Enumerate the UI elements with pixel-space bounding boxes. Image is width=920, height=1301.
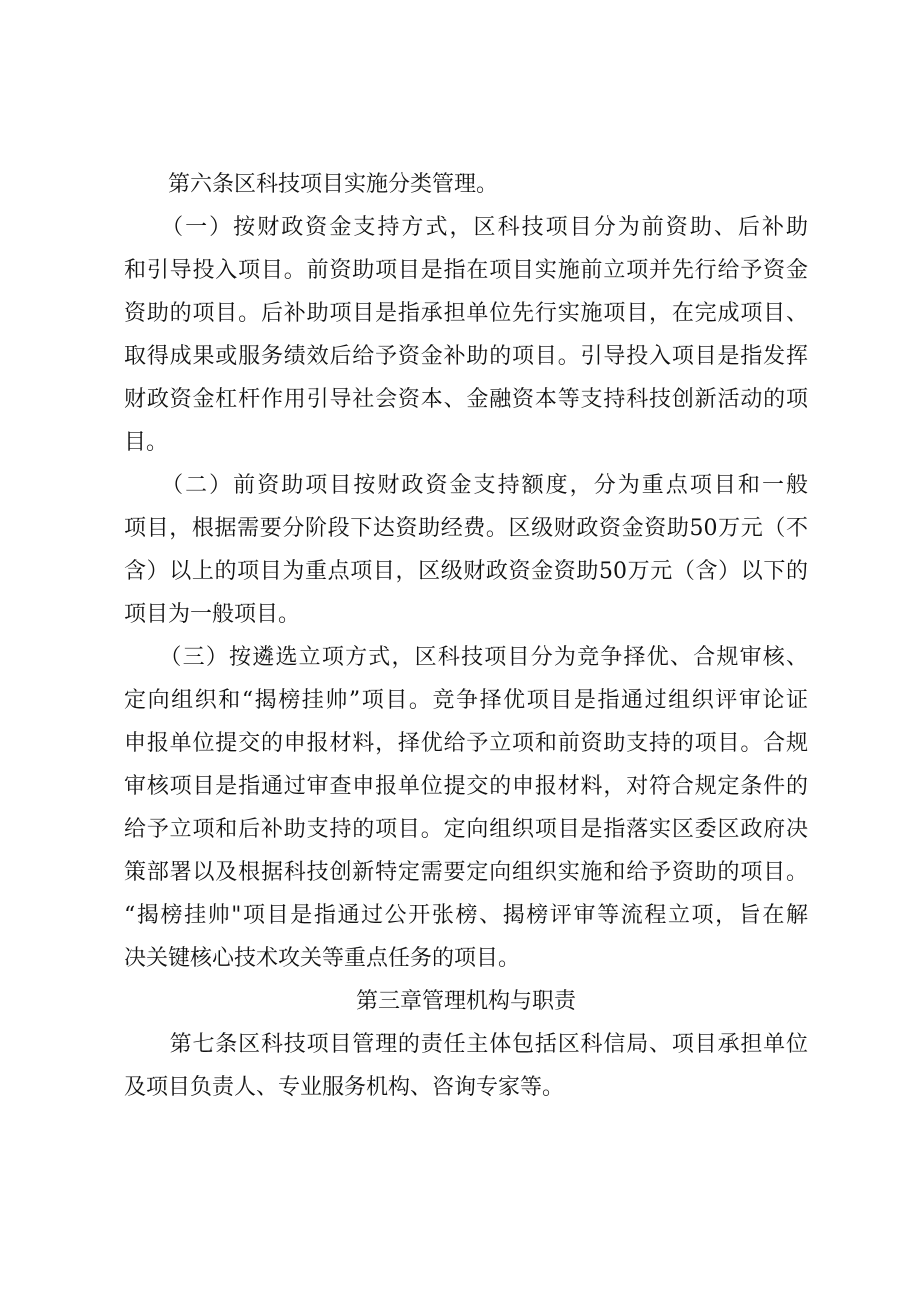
paragraph-1-line-6: 目。 xyxy=(124,430,169,455)
paragraph-3-line-2: 定向组织和“揭榜挂帅”项目。竞争择优项目是指通过组织评审论证 xyxy=(124,688,808,713)
paragraph-2-line-1: （二）前资助项目按财政资金支持额度，分为重点项目和一般 xyxy=(124,473,808,498)
paragraph-1-line-4: 取得成果或服务绩效后给予资金补助的项目。引导投入项目是指发挥 xyxy=(124,344,808,369)
paragraph-3-line-1: （三）按遴选立项方式，区科技项目分为竞争择优、合规审核、 xyxy=(124,645,808,670)
paragraph-1-line-1: （一）按财政资金支持方式，区科技项目分为前资助、后补助 xyxy=(124,215,808,240)
paragraph-3-line-8: 决关键核心技术攻关等重点任务的项目。 xyxy=(124,946,521,971)
paragraph-3-line-4: 审核项目是指通过审查申报单位提交的申报材料，对符合规定条件的 xyxy=(124,774,808,799)
paragraph-1-line-2: 和引导投入项目。前资助项目是指在项目实施前立项并先行给予资金 xyxy=(124,258,808,283)
paragraph-2-line-3: 含）以上的项目为重点项目，区级财政资金资助50万元（含）以下的 xyxy=(124,559,808,584)
paragraph-1-line-5: 财政资金杠杆作用引导社会资本、金融资本等支持科技创新活动的项 xyxy=(124,387,808,412)
paragraph-3-line-7: “揭榜挂帅"项目是指通过公开张榜、揭榜评审等流程立项，旨在解 xyxy=(124,903,808,928)
paragraph-1-line-3: 资助的项目。后补助项目是指承担单位先行实施项目，在完成项目、 xyxy=(124,301,808,326)
paragraph-3-line-6: 策部署以及根据科技创新特定需要定向组织实施和给予资助的项目。 xyxy=(124,860,808,885)
paragraph-3-line-3: 申报单位提交的申报材料，择优给予立项和前资助支持的项目。合规 xyxy=(124,731,808,756)
article-7-line-1: 第七条区科技项目管理的责任主体包括区科信局、项目承担单位 xyxy=(124,1032,808,1057)
paragraph-3-line-5: 给予立项和后补助支持的项目。定向组织项目是指落实区委区政府决 xyxy=(124,817,808,842)
chapter-3-heading: 第三章管理机构与职责 xyxy=(355,989,576,1014)
article-7-line-2: 及项目负责人、专业服务机构、咨询专家等。 xyxy=(124,1075,565,1100)
paragraph-2-line-4: 项目为一般项目。 xyxy=(124,602,301,627)
paragraph-2-line-2: 项目，根据需要分阶段下达资助经费。区级财政资金资助50万元（不 xyxy=(124,516,808,541)
article-6-title: 第六条区科技项目实施分类管理。 xyxy=(124,172,499,197)
